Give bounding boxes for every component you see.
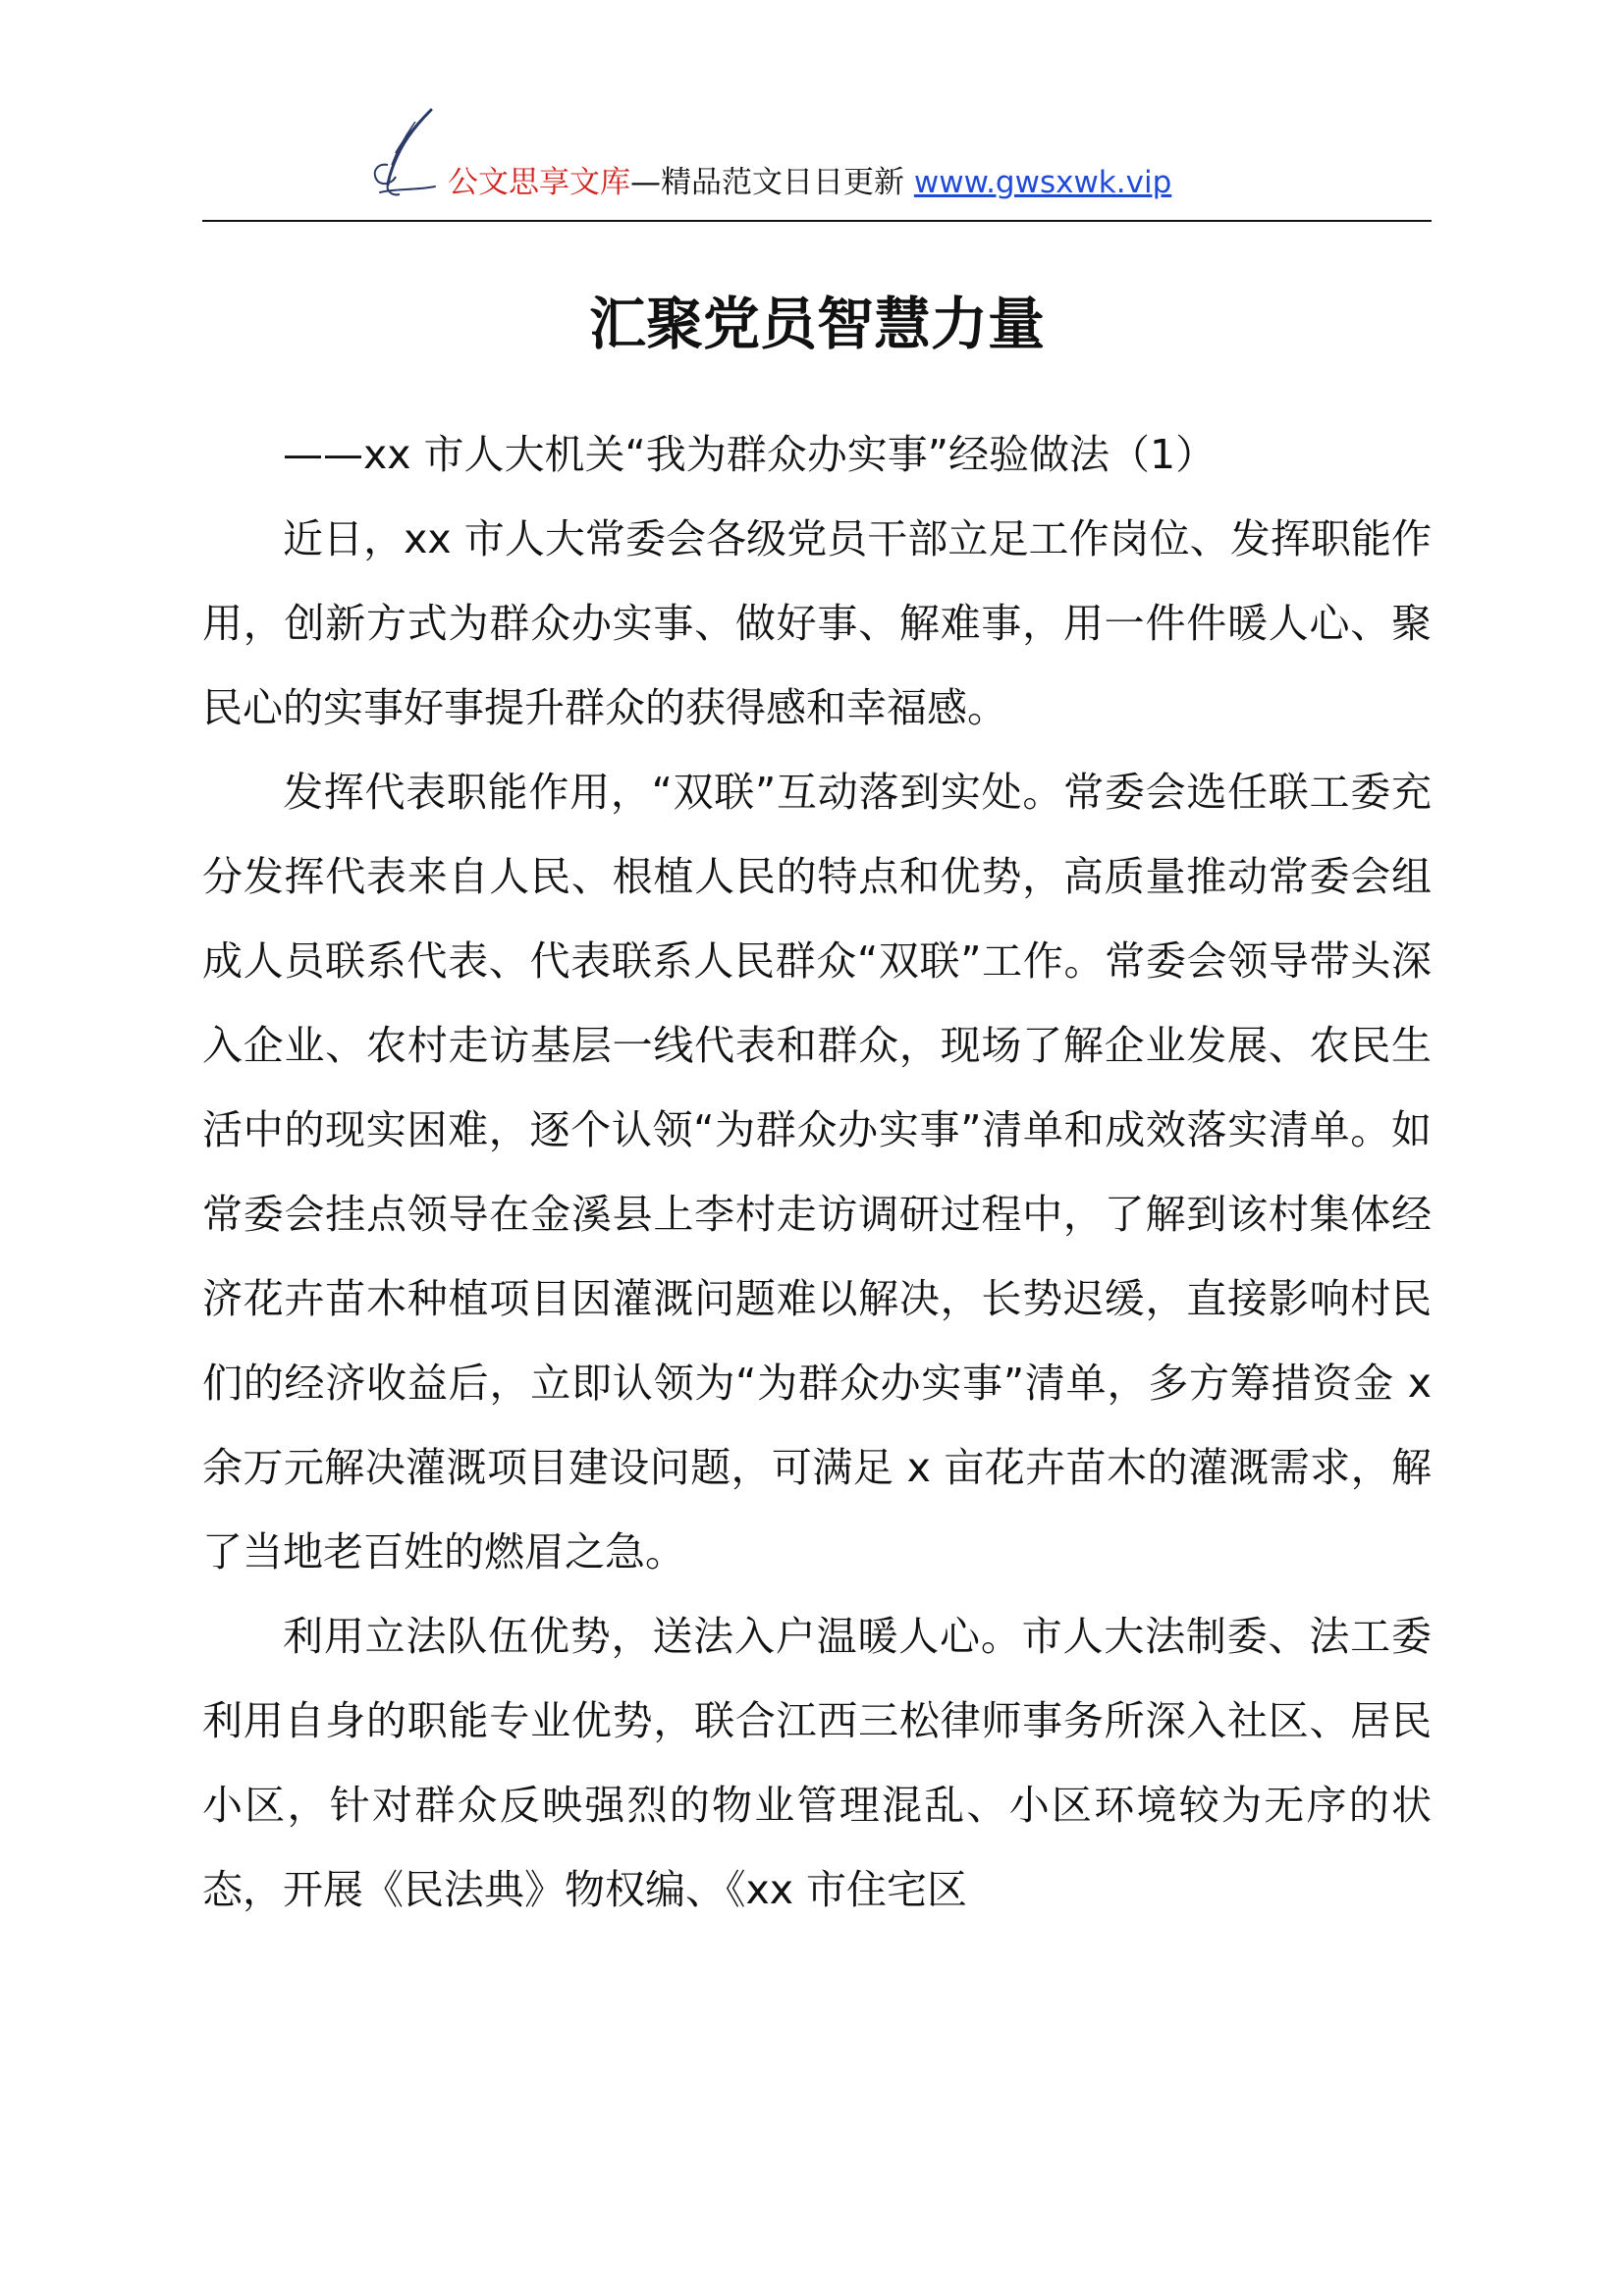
header-divider <box>202 220 1432 222</box>
subtitle: ——xx 市人大机关“我为群众办实事”经验做法（1） <box>283 431 1217 478</box>
page-title: 汇聚党员智慧力量 <box>588 291 1045 357</box>
page-header <box>202 106 1432 222</box>
quill-pen-logo-icon <box>366 106 445 200</box>
header-text <box>448 163 1171 202</box>
website-link[interactable]: www.gwsxwk.vip <box>913 165 1172 200</box>
brand-name: 公文思享文库 <box>448 165 630 200</box>
body-paragraph: 发挥代表职能作用，“双联”互动落到实处。常委会选任联工委充分发挥代表来自人民、根植人民的特点和优势，高质量推动常委会组成人员联系代表、代表联系人民群众“双联”工作。常委会领导带头深入企业、农村走访基层一线代表和群众，现场了解企业发展、农民生活中的现实困难，逐个认领“为群众办实事”清单和成效落实清单。如常委会挂点领导在金溪县上李村走访调研过程中，了解到该村集体经济花卉苗木种植项目因灌溉问题难以解决，长势迟缓，直接影响村民们的经济收益后，立即认领为“为群众办实事”清单，多方筹措资金 x 余万元解决灌溉项目建设问题，可满足 x 亩花卉苗木的灌溉需求，解了当地老百姓的燃眉之急。 <box>202 769 1432 1575</box>
body-paragraph: 利用立法队伍优势，送法入户温暖人心。市人大法制委、法工委利用自身的职能专业优势，联合江西三松律师事务所深入社区、居民小区，针对群众反映强烈的物业管理混乱、小区环境较为无序的状态，开展《民法典》物权编、《xx 市住宅区 <box>202 1613 1432 1913</box>
body-paragraph: 近日，xx 市人大常委会各级党员干部立足工作岗位、发挥职能作用，创新方式为群众办实事、做好事、解难事，用一件件暖人心、聚民心的实事好事提升群众的获得感和幸福感。 <box>202 515 1432 731</box>
document-body <box>202 412 1432 1932</box>
header-tagline: —精品范文日日更新 <box>630 165 904 200</box>
